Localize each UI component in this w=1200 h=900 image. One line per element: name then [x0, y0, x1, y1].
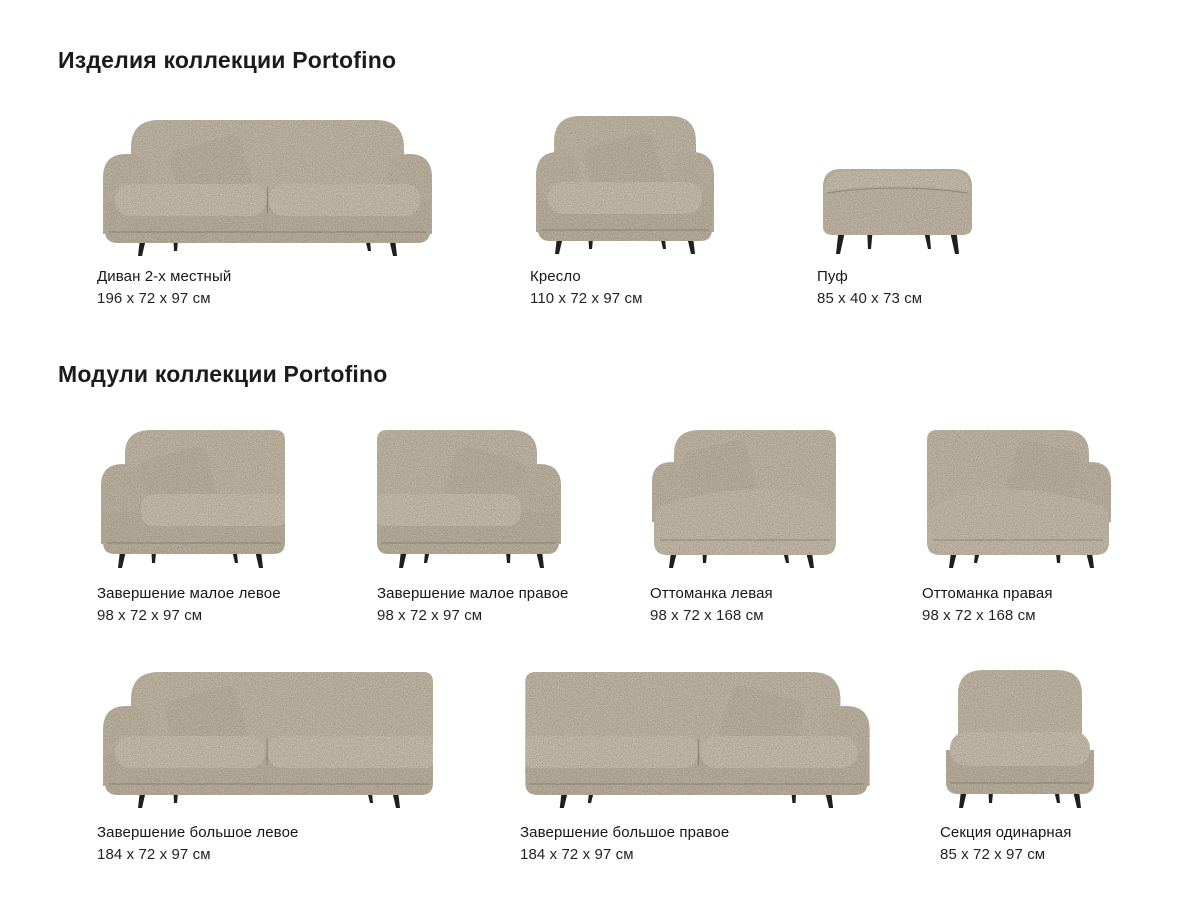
product-caption — [940, 822, 1071, 866]
product-dimensions: 184 x 72 x 97 см — [97, 846, 211, 863]
product-name: Кресло — [530, 268, 581, 285]
product-name: Пуф — [817, 268, 848, 285]
product-name: Оттоманка правая — [922, 585, 1053, 602]
product-caption — [922, 583, 1053, 627]
product-name: Завершение большое левое — [97, 824, 299, 841]
product-name: Диван 2-х местный — [97, 268, 232, 285]
product-dimensions: 85 x 72 x 97 см — [940, 846, 1046, 863]
product-dimensions: 98 x 72 x 168 см — [922, 607, 1036, 624]
product-image-pouf — [815, 163, 980, 258]
module-image-ottoman-right — [920, 422, 1117, 570]
product-image-armchair — [530, 108, 720, 258]
module-image-end-small-left — [95, 422, 292, 570]
module-image-end-small-right — [370, 422, 567, 570]
product-caption — [520, 822, 729, 866]
product-dimensions: 98 x 72 x 168 см — [650, 607, 764, 624]
product-name: Оттоманка левая — [650, 585, 773, 602]
section-title-products: Изделия коллекции Portofino — [58, 47, 397, 73]
module-image-end-large-right — [518, 664, 878, 810]
product-name: Завершение малое левое — [97, 585, 281, 602]
product-name: Завершение большое правое — [520, 824, 730, 841]
module-image-end-large-left — [95, 664, 440, 810]
product-caption — [817, 266, 922, 310]
product-caption — [97, 822, 298, 866]
product-dimensions: 184 x 72 x 97 см — [520, 846, 634, 863]
product-caption — [97, 266, 231, 310]
product-image-sofa — [95, 112, 440, 258]
product-dimensions: 110 x 72 x 97 см — [530, 290, 643, 307]
product-caption — [530, 266, 643, 310]
product-caption — [650, 583, 773, 627]
product-name: Секция одинарная — [940, 824, 1072, 841]
product-caption — [377, 583, 568, 627]
product-dimensions: 196 x 72 x 97 см — [97, 290, 211, 307]
product-dimensions: 98 x 72 x 97 см — [97, 607, 203, 624]
module-image-ottoman-left — [646, 422, 843, 570]
product-caption — [97, 583, 281, 627]
section-title-modules: Модули коллекции Portofino — [58, 361, 388, 387]
product-name: Завершение малое правое — [377, 585, 569, 602]
product-dimensions: 98 x 72 x 97 см — [377, 607, 483, 624]
product-dimensions: 85 x 40 x 73 см — [817, 290, 923, 307]
module-image-section-single — [940, 662, 1100, 810]
